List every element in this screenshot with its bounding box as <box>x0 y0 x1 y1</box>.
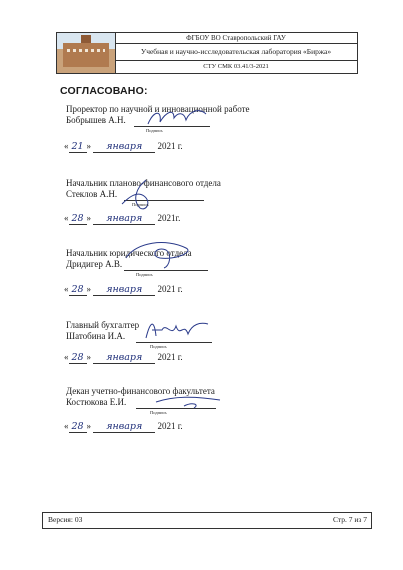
page-number: Стр. 7 из 7 <box>333 515 367 524</box>
date-month: января <box>93 141 155 153</box>
version-label: Версия: 03 <box>48 515 83 524</box>
signature-caption: Подпись <box>136 272 153 277</box>
approver-position: Декан учетно-финансового факультета <box>66 386 215 396</box>
laboratory-name: Учебная и научно-исследовательская лаборатория «Биржа» <box>115 44 357 61</box>
document-code: СТУ СМК 03.41/3-2021 <box>203 63 269 70</box>
approver-position: Начальник планово-финансового отдела <box>66 178 221 188</box>
signature-caption: Подпись <box>132 202 149 207</box>
date-month: января <box>93 352 155 364</box>
approval-block <box>64 104 366 152</box>
date-month: января <box>93 421 155 433</box>
approver-name: Костюкова Е.И. <box>66 397 127 407</box>
approver-position: Проректор по научной и инновационной работе <box>66 104 250 114</box>
approval-date: « 28 » января 2021 г. <box>64 421 183 432</box>
date-day: 28 <box>69 213 87 225</box>
signature-caption: Подпись <box>146 128 163 133</box>
date-month: января <box>93 213 155 225</box>
approval-block <box>64 248 366 295</box>
approval-date: « 28 » января 2021 г. <box>64 352 183 363</box>
date-day: 21 <box>69 141 87 153</box>
signature-line <box>136 342 212 343</box>
date-year: 2021 г. <box>157 352 183 362</box>
handwritten-signature <box>144 106 210 128</box>
date-year: 2021 г. <box>157 421 183 431</box>
organization-name: ФГБОУ ВО Ставропольский ГАУ <box>115 33 357 44</box>
approver-position: Начальник юридического отдела <box>66 248 192 258</box>
date-year: 2021г. <box>157 213 181 223</box>
approval-block <box>64 386 366 432</box>
handwritten-signature <box>154 392 224 412</box>
handwritten-signature <box>116 238 196 272</box>
approver-position: Главный бухгалтер <box>66 320 140 330</box>
date-year: 2021 г. <box>157 141 183 151</box>
approver-name: Бобрышев А.Н. <box>66 115 126 125</box>
document-header <box>56 32 358 74</box>
approval-date: « 21 » января 2021 г. <box>64 141 183 152</box>
approval-block <box>64 178 366 224</box>
approver-name: Шатобина И.А. <box>66 331 126 341</box>
date-day: 28 <box>69 421 87 433</box>
document-footer <box>42 512 372 529</box>
approval-date: « 28 » января 2021 г. <box>64 284 183 295</box>
approval-title: СОГЛАСОВАНО: <box>60 85 148 97</box>
handwritten-signature <box>142 316 212 342</box>
university-building-logo <box>57 33 116 73</box>
signature-caption: Подпись <box>150 344 167 349</box>
approver-name: Стеклов А.Н. <box>66 189 118 199</box>
date-year: 2021 г. <box>157 284 183 294</box>
approver-name: Дридигер А.В. <box>66 259 123 269</box>
date-month: января <box>93 284 155 296</box>
approval-block <box>64 320 366 363</box>
date-day: 28 <box>69 352 87 364</box>
approval-date: « 28 » января 2021г. <box>64 213 181 224</box>
signature-caption: Подпись <box>150 410 167 415</box>
date-day: 28 <box>69 284 87 296</box>
